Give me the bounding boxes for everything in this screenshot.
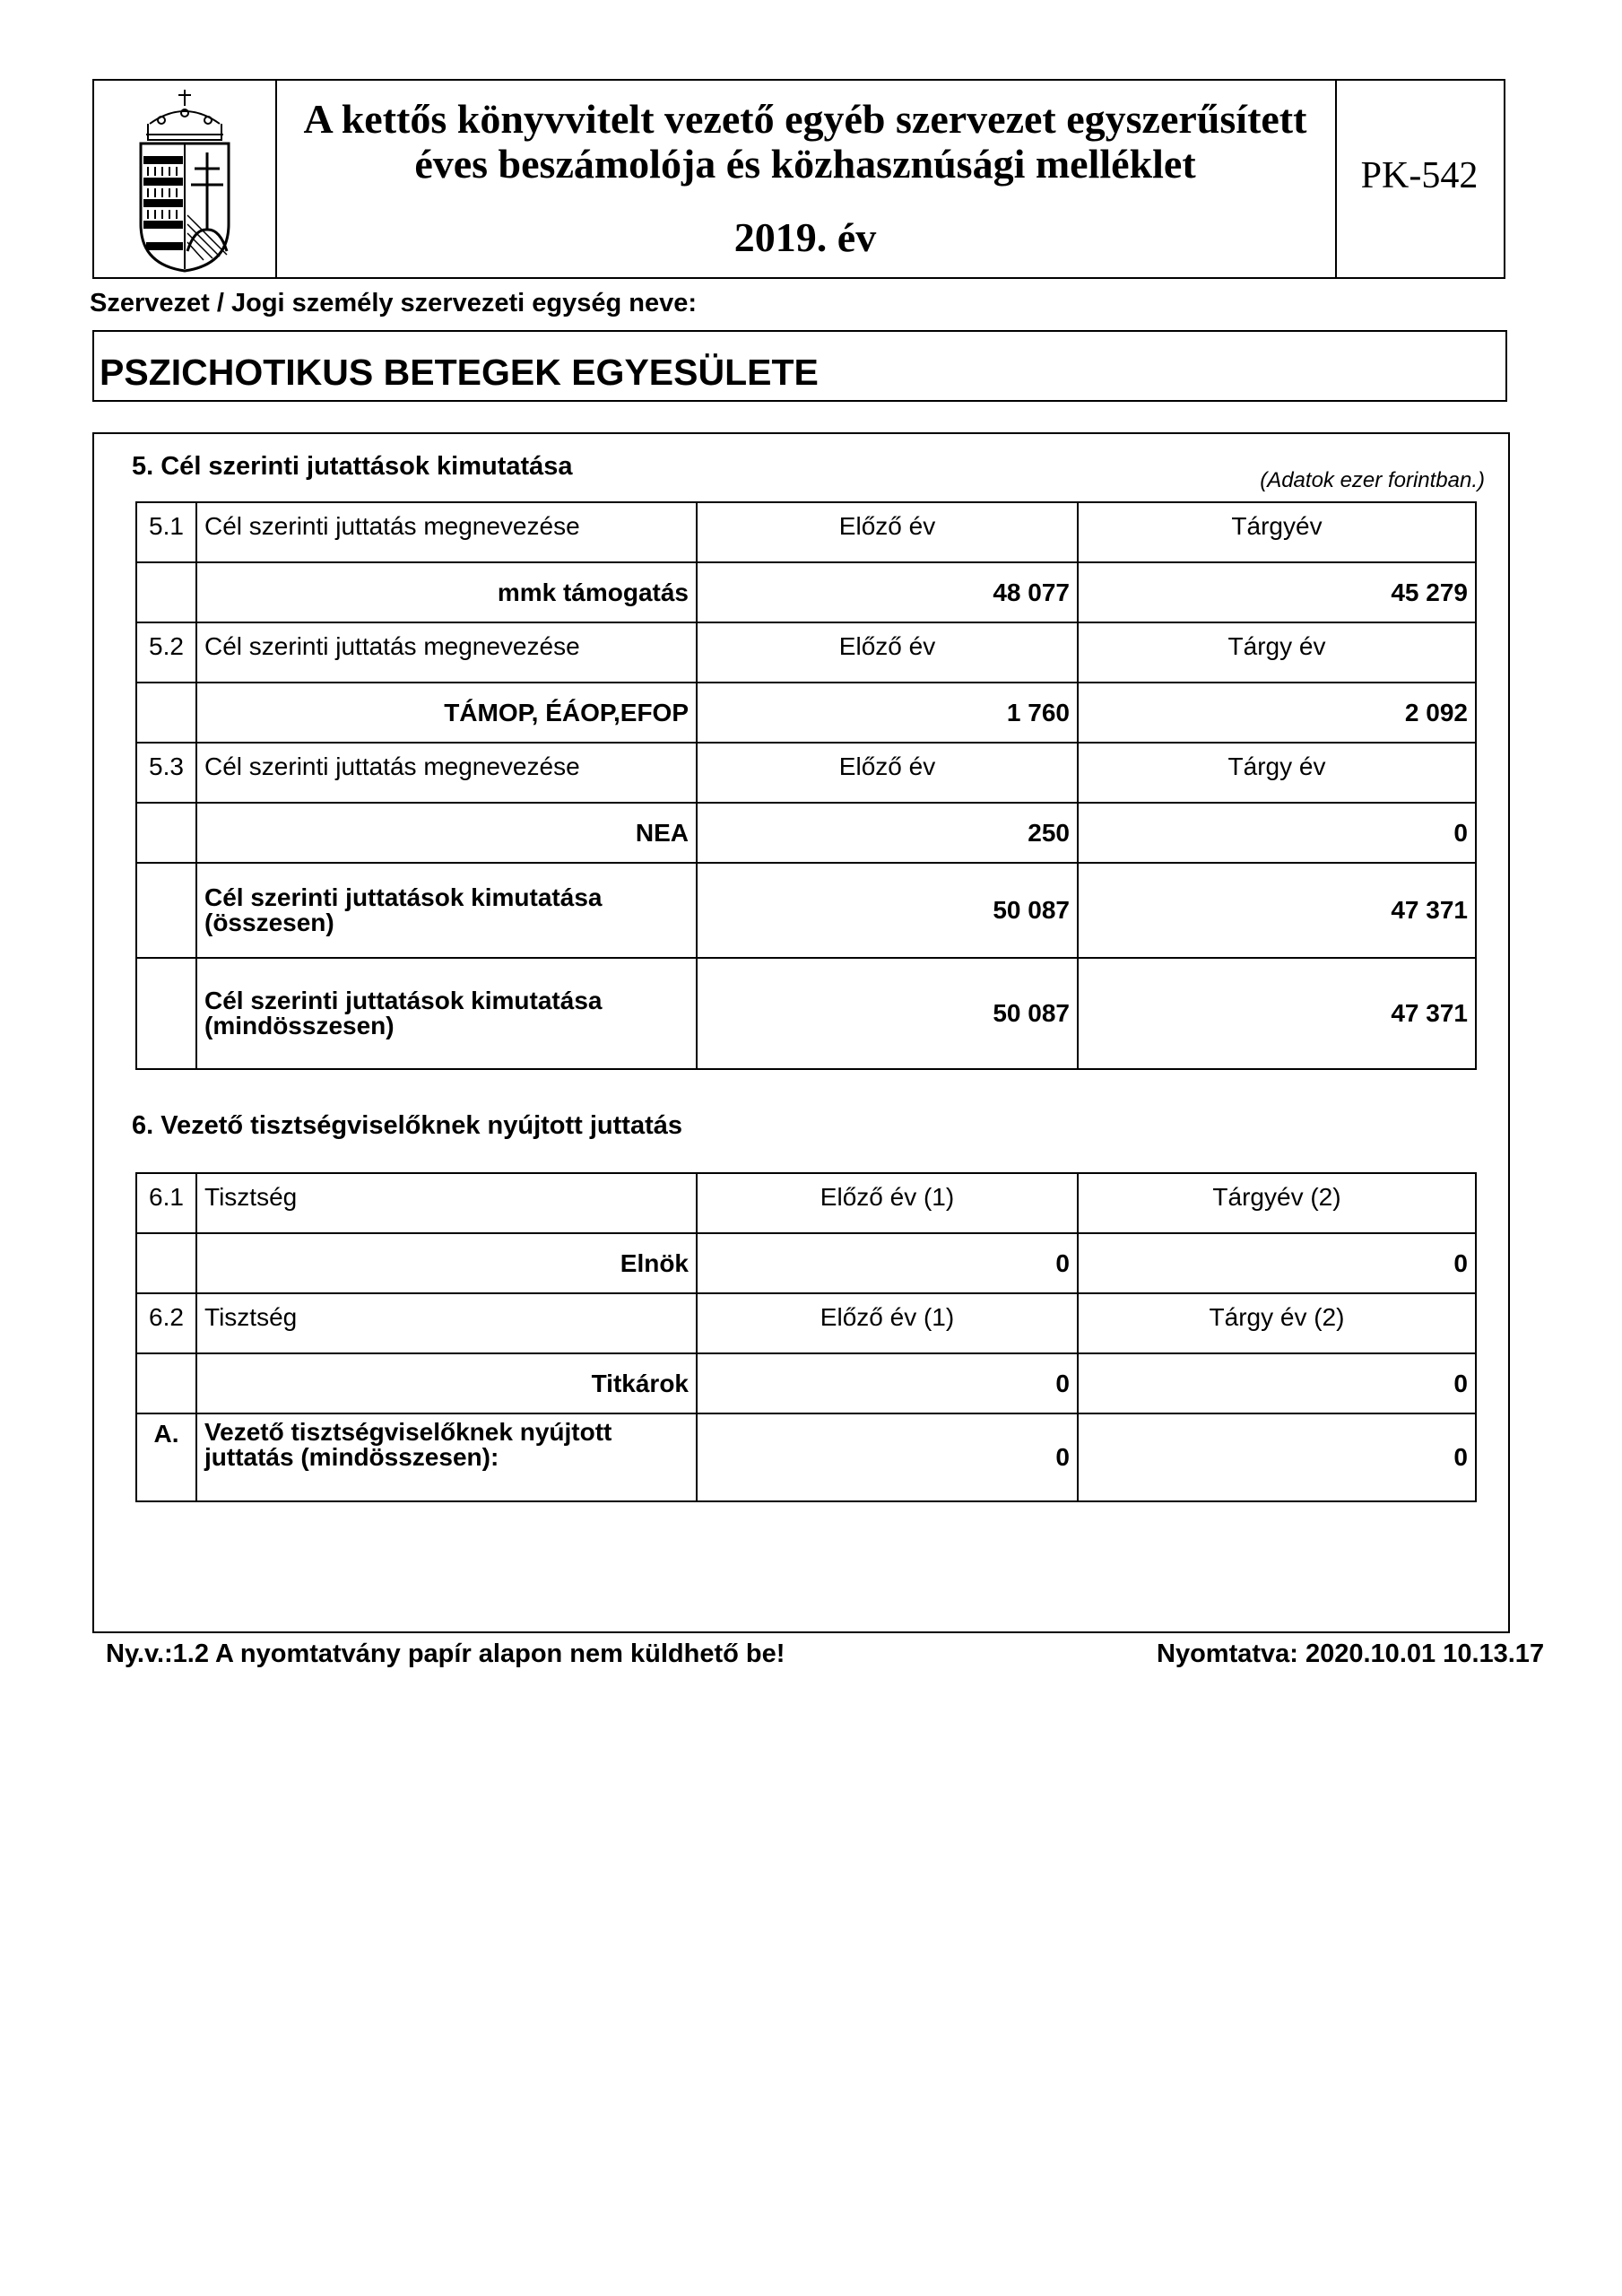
empty-cell	[136, 863, 196, 958]
grand-total-label-line2: (mindösszesen)	[204, 1012, 395, 1039]
total-label-line2: (összesen)	[204, 909, 334, 936]
amount-unit-note: (Adatok ezer forintban.)	[1260, 468, 1485, 492]
empty-cell	[136, 562, 196, 622]
table-row	[136, 502, 1476, 562]
officers-total-label	[196, 1413, 697, 1501]
total-label-line1: Cél szerinti juttatások kimutatása	[204, 883, 603, 911]
grand-total-current-year: 47 371	[1078, 958, 1476, 1069]
column-header: Előző év	[697, 743, 1078, 803]
form-title-line1: A kettős könyvvitelt vezető egyéb szervezet egyszerűsített	[303, 96, 1307, 142]
column-header: Tárgy év	[1078, 743, 1476, 803]
grand-total-label	[196, 958, 697, 1069]
column-header: Tisztség	[196, 1173, 697, 1233]
section6-title: 6. Vezető tisztségviselőknek nyújtott juttatás	[132, 1111, 682, 1140]
table-row	[136, 743, 1476, 803]
position-name: Titkárok	[196, 1353, 697, 1413]
officers-total-label-line1: Vezető tisztségviselőknek nyújtott	[204, 1418, 612, 1446]
total-current-year: 47 371	[1078, 863, 1476, 958]
form-code: PK-542	[1360, 155, 1479, 196]
column-header: Tisztség	[196, 1293, 697, 1353]
current-year-value: 0	[1078, 803, 1476, 863]
empty-cell	[136, 1353, 196, 1413]
table-row	[136, 562, 1476, 622]
benefit-name: mmk támogatás	[196, 562, 697, 622]
row-number: 5.3	[136, 743, 196, 803]
officers-total-previous-year: 0	[697, 1413, 1078, 1501]
current-year-value: 0	[1078, 1233, 1476, 1293]
grand-total-previous-year: 50 087	[697, 958, 1078, 1069]
organization-label: Szervezet / Jogi személy szervezeti egység neve:	[90, 289, 698, 317]
main-panel	[92, 432, 1510, 1633]
grand-total-label-line1: Cél szerinti juttatások kimutatása	[204, 987, 603, 1014]
row-number: A.	[136, 1413, 196, 1501]
column-header: Tárgyév	[1078, 502, 1476, 562]
previous-year-value: 1 760	[697, 683, 1078, 743]
previous-year-value: 48 077	[697, 562, 1078, 622]
total-previous-year: 50 087	[697, 863, 1078, 958]
column-header: Előző év	[697, 502, 1078, 562]
section6-table	[135, 1172, 1477, 1502]
officers-total-current-year: 0	[1078, 1413, 1476, 1501]
empty-cell	[136, 803, 196, 863]
section5-table	[135, 501, 1477, 1070]
row-number: 6.2	[136, 1293, 196, 1353]
current-year-value: 0	[1078, 1353, 1476, 1413]
empty-cell	[136, 1233, 196, 1293]
table-row	[136, 1293, 1476, 1353]
table-row	[136, 958, 1476, 1069]
column-header: Tárgy év (2)	[1078, 1293, 1476, 1353]
previous-year-value: 0	[697, 1353, 1078, 1413]
table-row	[136, 1173, 1476, 1233]
table-row	[136, 803, 1476, 863]
previous-year-value: 250	[697, 803, 1078, 863]
footer-note: Ny.v.:1.2 A nyomtatvány papír alapon nem küldhető be!	[106, 1639, 785, 1668]
total-label	[196, 863, 697, 958]
column-header: Tárgyév (2)	[1078, 1173, 1476, 1233]
column-header: Előző év (1)	[697, 1173, 1078, 1233]
empty-cell	[136, 958, 196, 1069]
print-timestamp: Nyomtatva: 2020.10.01 10.13.17	[1157, 1639, 1545, 1668]
officers-total-label-line2: juttatás (mindösszesen):	[204, 1443, 499, 1471]
emblem-cell	[94, 81, 277, 277]
column-header: Tárgy év	[1078, 622, 1476, 683]
benefit-name: TÁMOP, ÉÁOP,EFOP	[196, 683, 697, 743]
table-row	[136, 622, 1476, 683]
table-row	[136, 1413, 1476, 1501]
column-header: Cél szerinti juttatás megnevezése	[196, 743, 697, 803]
current-year-value: 2 092	[1078, 683, 1476, 743]
benefit-name: NEA	[196, 803, 697, 863]
column-header: Cél szerinti juttatás megnevezése	[196, 622, 697, 683]
form-code-cell	[1335, 81, 1504, 277]
form-title-line2: éves beszámolója és közhasznúsági melléklet	[414, 141, 1196, 187]
organization-name-field: PSZICHOTIKUS BETEGEK EGYESÜLETE	[92, 330, 1507, 402]
hungarian-coat-of-arms-icon	[94, 81, 275, 277]
table-row	[136, 1353, 1476, 1413]
position-name: Elnök	[196, 1233, 697, 1293]
empty-cell	[136, 683, 196, 743]
column-header: Előző év (1)	[697, 1293, 1078, 1353]
row-number: 5.2	[136, 622, 196, 683]
row-number: 6.1	[136, 1173, 196, 1233]
table-row	[136, 683, 1476, 743]
table-row	[136, 1233, 1476, 1293]
form-title-cell	[275, 81, 1337, 277]
previous-year-value: 0	[697, 1233, 1078, 1293]
form-year: 2019. év	[733, 214, 877, 260]
column-header: Cél szerinti juttatás megnevezése	[196, 502, 697, 562]
row-number: 5.1	[136, 502, 196, 562]
form-header	[92, 79, 1505, 279]
column-header: Előző év	[697, 622, 1078, 683]
table-row	[136, 863, 1476, 958]
current-year-value: 45 279	[1078, 562, 1476, 622]
section5-title: 5. Cél szerinti jutattások kimutatása	[132, 452, 573, 481]
